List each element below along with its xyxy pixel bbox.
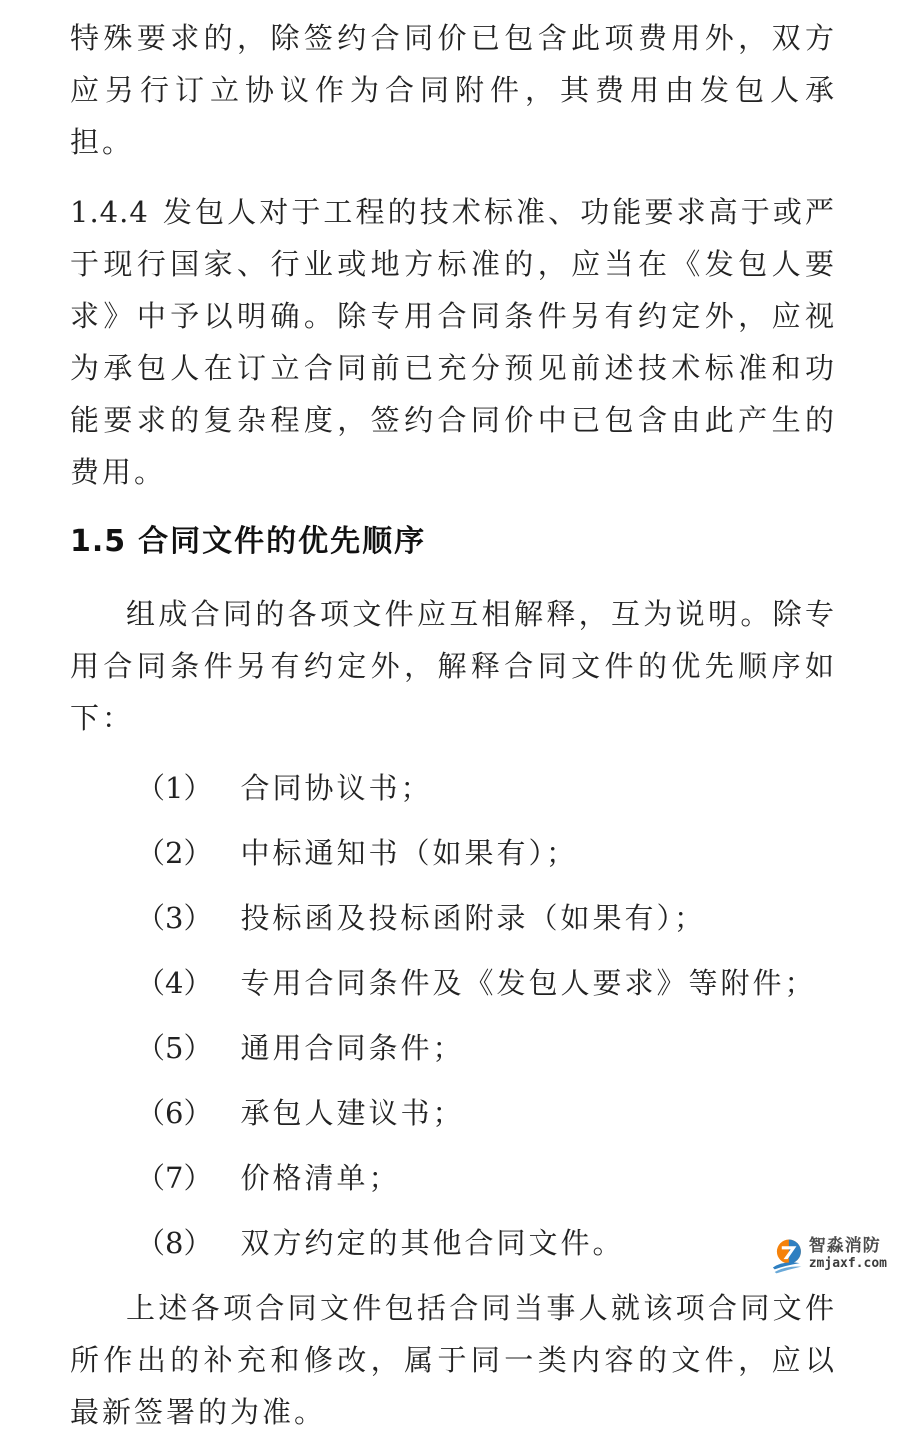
watermark-brand-name: 智淼消防 [808,1236,881,1256]
section-title: 合同文件的优先顺序 [138,524,427,559]
paragraph-continuation: 特殊要求的，除签约合同价已包含此项费用外，双方应另行订立协议作为合同附件，其费用由发包人承担。 [70,21,837,159]
list-item [70,1087,837,1139]
list-item [70,827,837,879]
list-item-number: （3） [136,901,213,935]
clause-1-4-4 [70,186,837,498]
list-item [70,762,837,814]
list-item [70,1152,837,1204]
list-item-number: （7） [136,1161,213,1195]
section-number: 1.5 [70,524,127,559]
watermark-text [809,1238,887,1270]
list-item-text: 专用合同条件及《发包人要求》等附件； [240,966,817,1000]
clause-number: 1.4.4 [70,195,149,229]
list-item-text: 中标通知书（如果有）； [240,836,578,870]
list-item-number: （5） [136,1031,213,1065]
list-item-text: 价格清单； [240,1161,401,1195]
zhimiao-fire-logo-icon [772,1236,804,1272]
list-item-text: 投标函及投标函附录（如果有）； [240,901,706,935]
list-item-number: （4） [136,966,213,1000]
list-item-number: （2） [136,836,213,870]
watermark-logo [772,1236,887,1272]
section-heading-1-5 [70,520,837,564]
priority-list [70,762,837,1269]
clause-text: 发包人对于工程的技术标准、功能要求高于或严于现行国家、行业或地方标准的，应当在《发包人要求》中予以明确。除专用合同条件另有约定外，应视为承包人在订立合同前已充分预见前述技术标准和功能要求的复杂程度，签约合同价中已包含由此产生的费用。 [70,195,837,489]
paragraph-priority-intro: 组成合同的各项文件应互相解释，互为说明。除专用合同条件另有约定外，解释合同文件的优先顺序如下： [70,597,837,735]
list-item [70,892,837,944]
watermark-url: zmjaxf.com [808,1256,887,1271]
list-item-number: （8） [136,1226,213,1260]
list-item [70,957,837,1009]
list-item-text: 通用合同条件； [240,1031,465,1065]
list-item-text: 双方约定的其他合同文件。 [240,1226,625,1260]
list-item [70,1022,837,1074]
list-item-text: 承包人建议书； [240,1096,465,1130]
list-item-number: （1） [136,771,213,805]
paragraph-closing: 上述各项合同文件包括合同当事人就该项合同文件所作出的补充和修改，属于同一类内容的文件，应以最新签署的为准。 [70,1291,837,1429]
list-item-number: （6） [136,1096,213,1130]
list-item [70,1217,837,1269]
list-item-text: 合同协议书； [240,771,433,805]
